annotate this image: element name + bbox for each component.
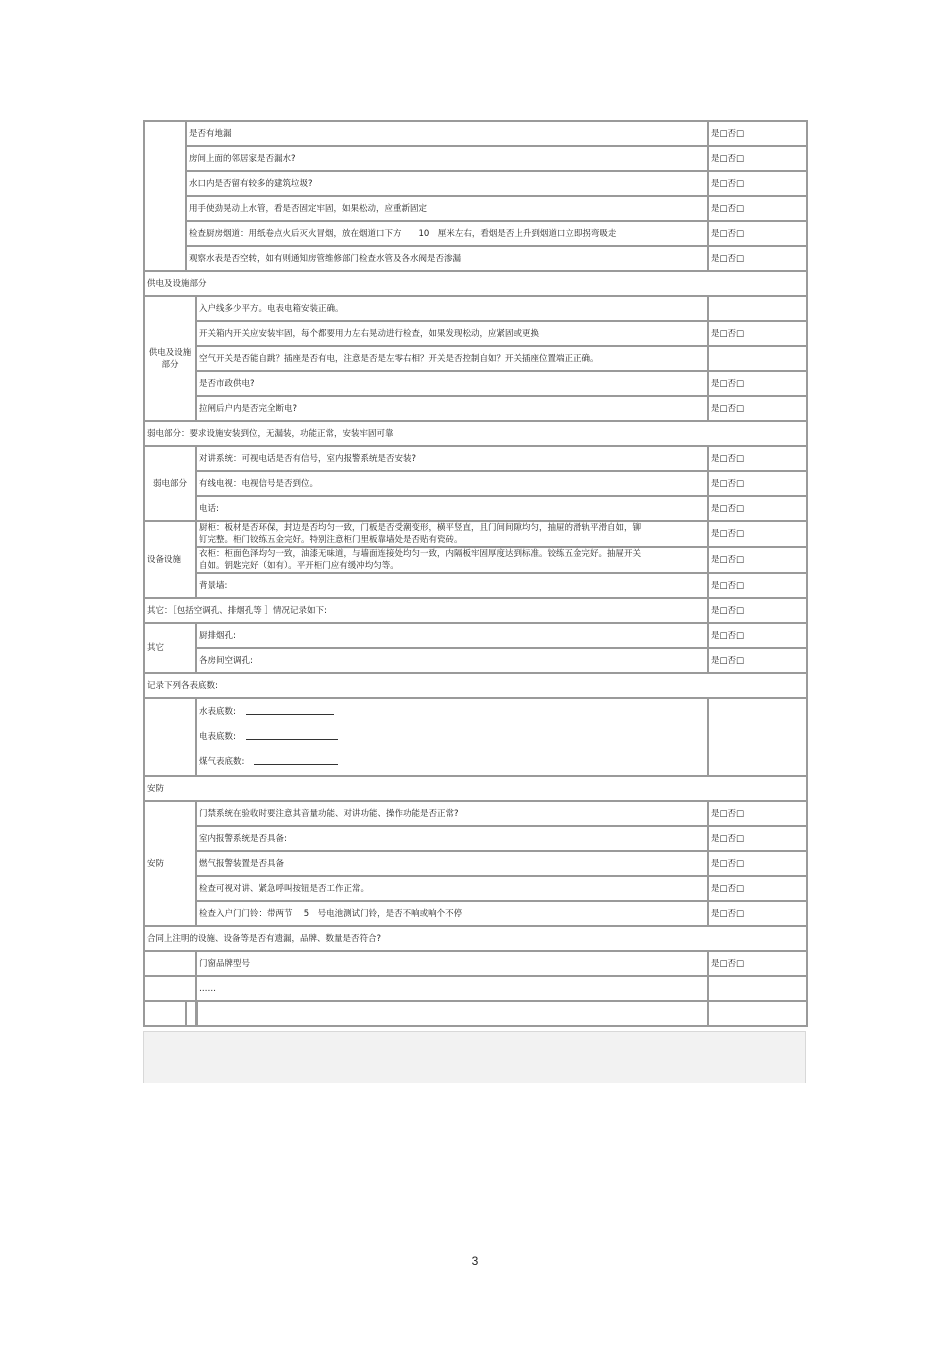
yes-no-checkbox[interactable]: 是□否□ <box>708 246 807 271</box>
section-header-row <box>144 673 807 698</box>
yes-no-checkbox[interactable]: 是□否□ <box>708 876 807 901</box>
table-row <box>144 876 807 901</box>
yes-no-checkbox[interactable]: 是□否□ <box>708 851 807 876</box>
table-row <box>144 573 807 598</box>
yes-no-checkbox[interactable]: 是□否□ <box>708 121 807 146</box>
yes-no-checkbox[interactable]: 是□否□ <box>708 171 807 196</box>
table-row <box>144 146 807 171</box>
table-row <box>144 171 807 196</box>
table-row <box>144 547 807 573</box>
electric-meter-input[interactable] <box>246 725 338 740</box>
item-cell: 检查可视对讲、紧急呼叫按钮是否工作正常。 <box>196 876 708 901</box>
table-row <box>144 346 807 371</box>
item-cell: 是否市政供电? <box>196 371 708 396</box>
contract-section-title: 合同上注明的设施、设备等是否有遗漏，品牌、数量是否符合? <box>144 926 807 951</box>
inspection-form <box>143 120 806 1083</box>
table-row <box>144 826 807 851</box>
item-cell: 厨排烟孔: <box>196 623 708 648</box>
water-meter-input[interactable] <box>246 700 334 715</box>
table-row <box>144 221 807 246</box>
item-cell: 水口内是否留有较多的建筑垃圾? <box>186 171 708 196</box>
table-row <box>144 471 807 496</box>
item-cell: 检查厨房烟道：用纸卷点火后灭火冒烟，放在烟道口下方 10 厘米左右，看烟是否上升到烟道口立即拐弯吸走 <box>186 221 708 246</box>
section-header-row <box>144 598 807 623</box>
item-line: 衣柜：柜面色泽均匀一致，油漆无味道，与墙面连接处均匀一致，内隔板牢固厚度达到标准。铰练五金完好。抽屉开关 <box>199 549 642 559</box>
other-section-title: 其它：［包括空调孔、排烟孔等 ］情况记录如下: <box>144 598 708 623</box>
yes-no-checkbox[interactable]: 是□否□ <box>708 547 807 573</box>
meter-label: 煤气表底数: <box>199 756 245 767</box>
table-row <box>144 976 807 1001</box>
yes-no-checkbox[interactable]: 是□否□ <box>708 321 807 346</box>
yes-no-checkbox[interactable]: 是□否□ <box>708 573 807 598</box>
yes-no-checkbox[interactable]: 是□否□ <box>708 146 807 171</box>
section-header-row <box>144 776 807 801</box>
table-row <box>144 851 807 876</box>
table-row <box>144 396 807 421</box>
table-row <box>144 801 807 826</box>
inspection-table <box>143 120 808 1027</box>
electric-meter-row <box>199 725 705 750</box>
answer-cell[interactable] <box>708 296 807 321</box>
empty-cell[interactable] <box>708 1001 807 1026</box>
yes-no-checkbox[interactable]: 是□否□ <box>708 951 807 976</box>
item-cell <box>196 521 708 547</box>
table-row <box>144 1001 807 1026</box>
answer-cell[interactable] <box>708 346 807 371</box>
table-row <box>144 901 807 926</box>
meter-label: 电表底数: <box>199 731 236 742</box>
item-cell: 电话: <box>196 496 708 521</box>
meters-group-cell <box>144 698 196 776</box>
table-row <box>144 196 807 221</box>
meter-readings-cell <box>196 698 708 776</box>
yes-no-checkbox[interactable]: 是□否□ <box>708 648 807 673</box>
item-line: 厨柜：板材是否环保，封边是否均匀一致，门板是否受潮变形，横平竖直，且门间间隙均匀，抽屉的滑轨平滑自如，铆 <box>199 523 642 533</box>
table-row <box>144 121 807 146</box>
item-cell: 是否有地漏 <box>186 121 708 146</box>
table-row <box>144 951 807 976</box>
other-group-label: 其它 <box>144 623 196 673</box>
item-cell: 用手使劲晃动上水管，看是否固定牢固，如果松动，应重新固定 <box>186 196 708 221</box>
security-section-title: 安防 <box>144 776 807 801</box>
item-cell: 房间上面的邻居家是否漏水? <box>186 146 708 171</box>
yes-no-checkbox[interactable]: 是□否□ <box>708 396 807 421</box>
table-row <box>144 496 807 521</box>
table-row <box>144 623 807 648</box>
item-cell <box>196 547 708 573</box>
empty-cell[interactable] <box>196 1001 708 1026</box>
yes-no-checkbox[interactable]: 是□否□ <box>708 196 807 221</box>
table-row <box>144 648 807 673</box>
item-cell: 各房间空调孔: <box>196 648 708 673</box>
item-cell: 有线电视：电视信号是否到位。 <box>196 471 708 496</box>
item-cell: 观察水表是否空转，如有则通知房管维修部门检查水管及各水阀是否渗漏 <box>186 246 708 271</box>
weak-group-label: 弱电部分 <box>144 446 196 521</box>
item-cell: 门禁系统在验收时要注意其音量功能、对讲功能、操作功能是否正常? <box>196 801 708 826</box>
yes-no-checkbox[interactable]: 是□否□ <box>708 471 807 496</box>
power-section-title: 供电及设施部分 <box>144 271 807 296</box>
item-cell: 拉闸后户内是否完全断电? <box>196 396 708 421</box>
yes-no-checkbox[interactable]: 是□否□ <box>708 623 807 648</box>
yes-no-checkbox[interactable]: 是□否□ <box>708 496 807 521</box>
item-cell: 入户线多少平方。电表电箱安装正确。 <box>196 296 708 321</box>
table-row <box>144 446 807 471</box>
yes-no-checkbox[interactable]: 是□否□ <box>708 801 807 826</box>
meter-label: 水表底数: <box>199 706 236 717</box>
item-cell: …… <box>196 976 708 1001</box>
item-cell: 对讲系统：可视电话是否有信号，室内报警系统是否安装? <box>196 446 708 471</box>
security-group-label: 安防 <box>144 801 196 926</box>
yes-no-checkbox[interactable]: 是□否□ <box>708 371 807 396</box>
equipment-group-label: 设备设施 <box>144 521 196 598</box>
empty-cell <box>186 1001 196 1026</box>
page-number: 3 <box>471 1254 479 1268</box>
empty-cell <box>144 951 196 976</box>
yes-no-checkbox[interactable]: 是□否□ <box>708 521 807 547</box>
item-cell: 室内报警系统是否具备: <box>196 826 708 851</box>
yes-no-checkbox[interactable]: 是□否□ <box>708 826 807 851</box>
yes-no-checkbox[interactable]: 是□否□ <box>708 446 807 471</box>
yes-no-checkbox[interactable]: 是□否□ <box>708 221 807 246</box>
table-row <box>144 246 807 271</box>
footer-area <box>143 1031 806 1083</box>
item-cell: 燃气报警装置是否具备 <box>196 851 708 876</box>
item-cell: 空气开关是否能自跳？插座是否有电，注意是否是左零右相？开关是否控制自如？开关插座位置端正正确。 <box>196 346 708 371</box>
gas-meter-row <box>199 750 705 775</box>
item-cell: 检查入户门门铃：带两节 5 号电池测试门铃，是否不响或响个不停 <box>196 901 708 926</box>
power-group-label: 供电及设施部分 <box>144 296 196 421</box>
empty-cell <box>144 1001 186 1026</box>
table-row <box>144 371 807 396</box>
plumbing-group-cell <box>144 121 186 271</box>
table-row <box>144 321 807 346</box>
section-header-row <box>144 271 807 296</box>
meters-section-title: 记录下列各表底数: <box>144 673 807 698</box>
yes-no-checkbox[interactable]: 是□否□ <box>708 901 807 926</box>
section-header-row <box>144 926 807 951</box>
gas-meter-input[interactable] <box>254 750 338 765</box>
empty-cell <box>144 976 196 1001</box>
weak-section-title: 弱电部分：要求设施安装到位，无漏装，功能正常，安装牢固可靠 <box>144 421 807 446</box>
item-cell: 开关箱内开关应安装牢固，每个都要用力左右晃动进行检查，如果发现松动，应紧固或更换 <box>196 321 708 346</box>
table-row <box>144 296 807 321</box>
item-cell: 背景墙: <box>196 573 708 598</box>
table-row <box>144 521 807 547</box>
answer-cell <box>708 698 807 776</box>
item-cell: 门窗品牌型号 <box>196 951 708 976</box>
table-row <box>144 698 807 776</box>
section-header-row <box>144 421 807 446</box>
item-line: 自如。钥匙完好（如有）。平开柜门应有缓冲均匀等。 <box>199 561 399 571</box>
yes-no-checkbox[interactable]: 是□否□ <box>708 598 807 623</box>
water-meter-row <box>199 700 705 725</box>
item-line: 钉完整。柜门铰练五金完好。特别注意柜门里板靠墙处是否贴有瓷砖。 <box>199 535 463 545</box>
answer-cell[interactable] <box>708 976 807 1001</box>
